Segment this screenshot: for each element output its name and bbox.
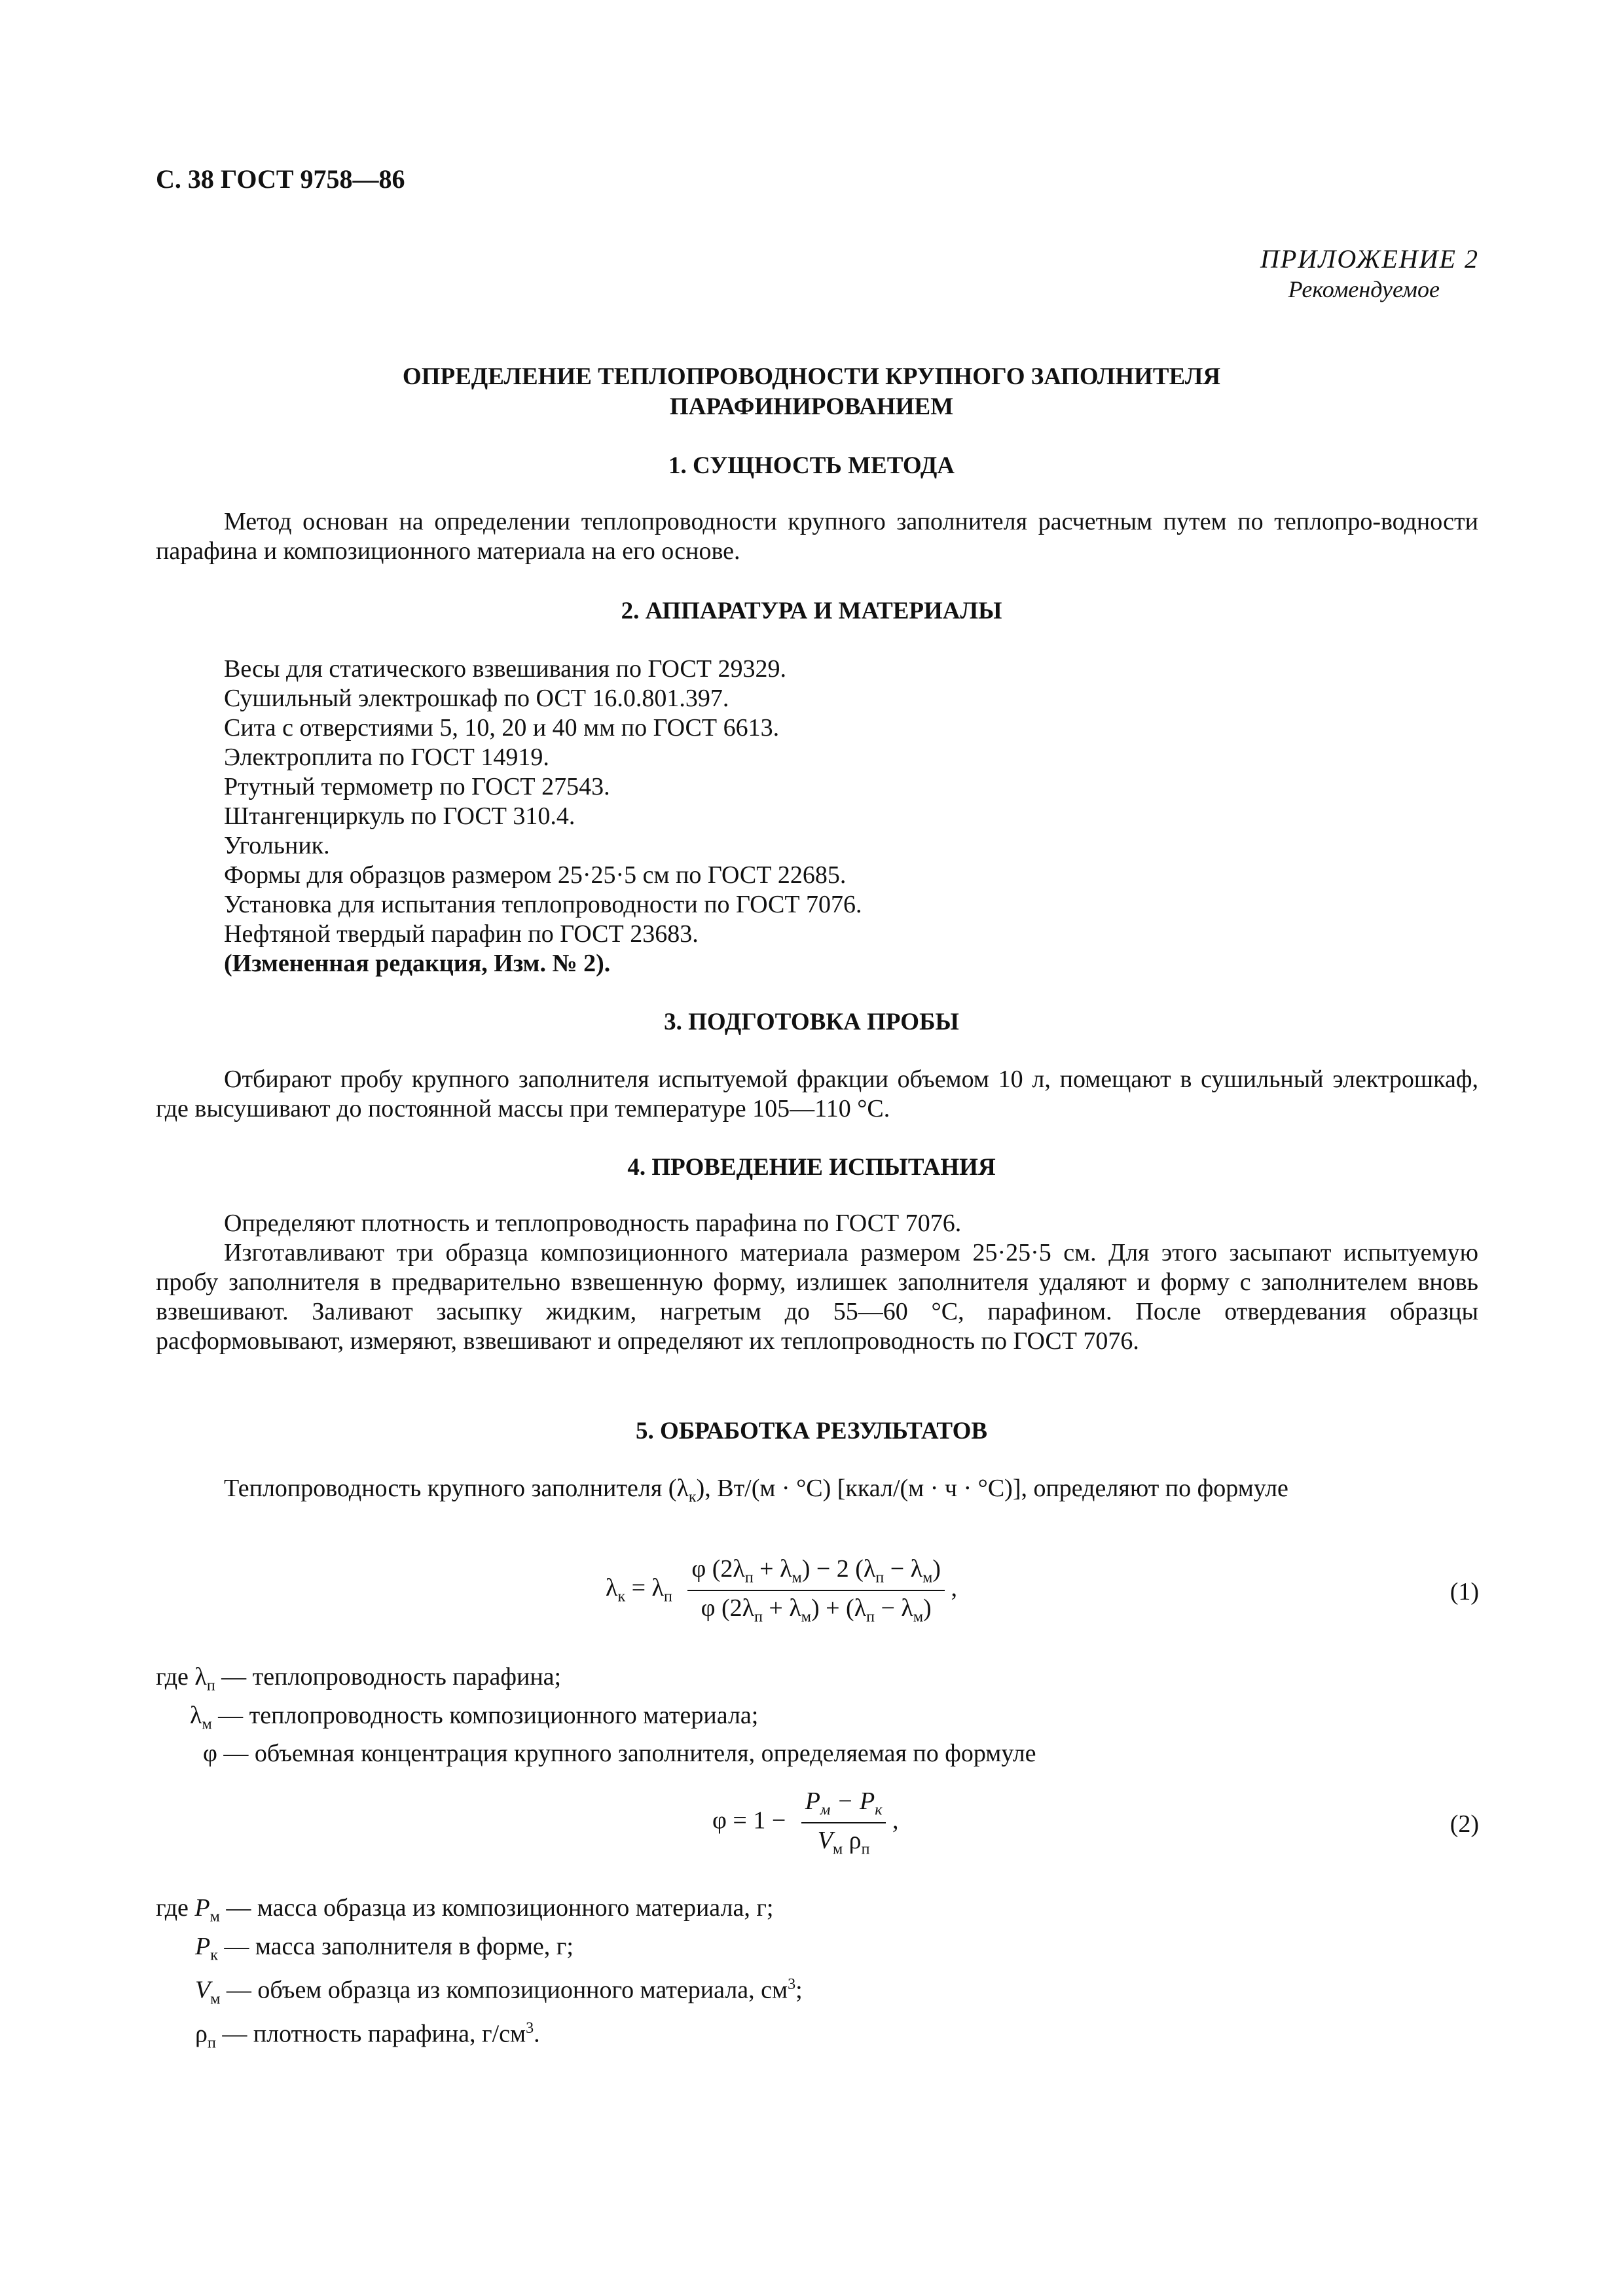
document-title — [0, 362, 1623, 422]
formula-1-lhs: $\lambda_к = \lambda_п$ — [606, 1574, 672, 1605]
list-item: Сита с отверстиями 5, 10, 20 и 40 мм по ГОСТ 6613. — [224, 714, 780, 742]
title-line-2: ПАРАФИНИРОВАНИЕМ — [669, 393, 954, 420]
equipment-list — [224, 655, 1271, 978]
appendix-label — [1260, 243, 1479, 303]
amendment-note: (Измененная редакция, Изм. № 2). — [224, 950, 611, 977]
section-1-body: Метод основан на определении теплопроводности крупного заполнителя расчетным путем по теплопро-водности парафина и композиционного материала на его основе. — [156, 508, 1478, 565]
list-item: Сушильный электрошкаф по ОСТ 16.0.801.397. — [224, 685, 729, 712]
definition-row: где $\lambda_п$ — теплопроводность парафина; — [156, 1663, 562, 1695]
page-header: С. 38 ГОСТ 9758—86 — [156, 164, 405, 194]
section-4-title: 4. ПРОВЕДЕНИЕ ИСПЫТАНИЯ — [627, 1154, 996, 1181]
formula-1-number: (1) — [1450, 1578, 1479, 1605]
list-item: Нефтяной твердый парафин по ГОСТ 23683. — [224, 920, 699, 948]
formula-2-number: (2) — [1450, 1810, 1479, 1838]
formula-2-lhs: φ = 1 − — [712, 1806, 786, 1835]
formula-1-denominator: φ $(2\lambda_п + \lambda_м) + (\lambda_п - \lambda_м)$ — [701, 1594, 932, 1626]
list-item: Ртутный термометр по ГОСТ 27543. — [224, 773, 610, 800]
appendix-status: Рекомендуемое — [1288, 276, 1440, 302]
section-3-body: Отбирают пробу крупного заполнителя испытуемой фракции объемом 10 л, помещают в сушильный электрошкаф, где высушивают до постоянной массы при температуре 105—110 °С. — [156, 1066, 1478, 1122]
formula-1-numerator: φ $(2\lambda_п + \lambda_м) - 2$ $(\lambda_п - \lambda_м)$ — [687, 1554, 945, 1591]
formula-2-fraction — [801, 1787, 886, 1858]
definition-row: $\lambda_м$ — теплопроводность композиционного материала; — [190, 1701, 759, 1733]
definition-row: где $P_м$ — масса образца из композиционного материала, г; — [156, 1894, 774, 1926]
list-item: Электроплита по ГОСТ 14919. — [224, 744, 549, 771]
section-1-title: 1. СУЩНОСТЬ МЕТОДА — [668, 452, 955, 479]
section-4-text — [156, 1209, 1478, 1356]
section-5-intro-text: Теплопроводность крупного заполнителя $(\lambda_к)$, Вт/(м · °С) [ккал/(м · ч · °С)], определяют по формуле — [224, 1475, 1288, 1506]
list-item: Весы для статического взвешивания по ГОСТ 29329. — [224, 655, 786, 683]
definition-row: $\rho_п$ — плотность парафина, $г/см^3$. — [195, 2020, 540, 2052]
section-2-title: 2. АППАРАТУРА И МАТЕРИАЛЫ — [621, 598, 1002, 624]
section-4-para-1 — [156, 1209, 1478, 1238]
formula-2-definitions — [156, 1893, 803, 2058]
definition-row: $V_м$ — объем образца из композиционного материала, $см^3$; — [195, 1976, 803, 2008]
title-line-1: ОПРЕДЕЛЕНИЕ ТЕПЛОПРОВОДНОСТИ КРУПНОГО ЗАПОЛНИТЕЛЯ — [402, 363, 1221, 390]
section-3-text — [156, 1065, 1478, 1124]
formula-1-fraction — [687, 1554, 945, 1626]
definition-row: $P_к$ — масса заполнителя в форме, г; — [195, 1932, 574, 1964]
list-item: Угольник. — [224, 832, 330, 859]
section-5-intro — [156, 1474, 1544, 1513]
section-5-title: 5. ОБРАБОТКА РЕЗУЛЬТАТОВ — [635, 1418, 988, 1444]
section-4-para-1-text: Определяют плотность и теплопроводность парафина по ГОСТ 7076. — [224, 1210, 962, 1237]
formula-1: $\lambda_к = \lambda_п$ $\frac{\varphi (2\lambda_п + \lambda_м) - 2 (\lambda_п - \lambda_м)}{\varphi (2\lambda_п + \lambda_м) + (\lambda_п - \lambda_м)}$ , — [606, 1555, 957, 1626]
formula-2-denominator: $V_м$ $\rho_п$ — [817, 1826, 870, 1858]
section-3-title: 3. ПОДГОТОВКА ПРОБЫ — [664, 1009, 959, 1035]
list-item: Штангенциркуль по ГОСТ 310.4. — [224, 802, 575, 830]
list-item: Установка для испытания теплопроводности по ГОСТ 7076. — [224, 891, 862, 918]
formula-2: φ = 1 − $\frac{P_м - P_к}{V_м \rho_п}$ , — [712, 1787, 899, 1858]
appendix-number: ПРИЛОЖЕНИЕ 2 — [1260, 244, 1479, 274]
section-4-para-2-text: Изготавливают три образца композиционного материала размером 25·25·5 см. Для этого засыпают испытуемую пробу заполнителя в предварительно взвешенную форму, излишек заполнителя удаляют и форму с заполнителем вновь взвешивают. Заливают засыпку жидким, нагретым до 55—60 °С, парафином. После отвердевания образцы расформовывают, измеряют, взвешивают и определяют их теплопроводность по ГОСТ 7076. — [156, 1239, 1478, 1355]
section-1-text — [156, 507, 1478, 566]
definition-row: φ — объемная концентрация крупного заполнителя, определяемая по формуле — [203, 1740, 1036, 1768]
formula-2-numerator: $P_м - P_к$ — [801, 1787, 886, 1823]
section-4-para-2 — [156, 1238, 1478, 1356]
list-item: Формы для образцов размером 25·25·5 см по ГОСТ 22685. — [224, 861, 847, 889]
formula-1-definitions — [156, 1662, 1036, 1768]
